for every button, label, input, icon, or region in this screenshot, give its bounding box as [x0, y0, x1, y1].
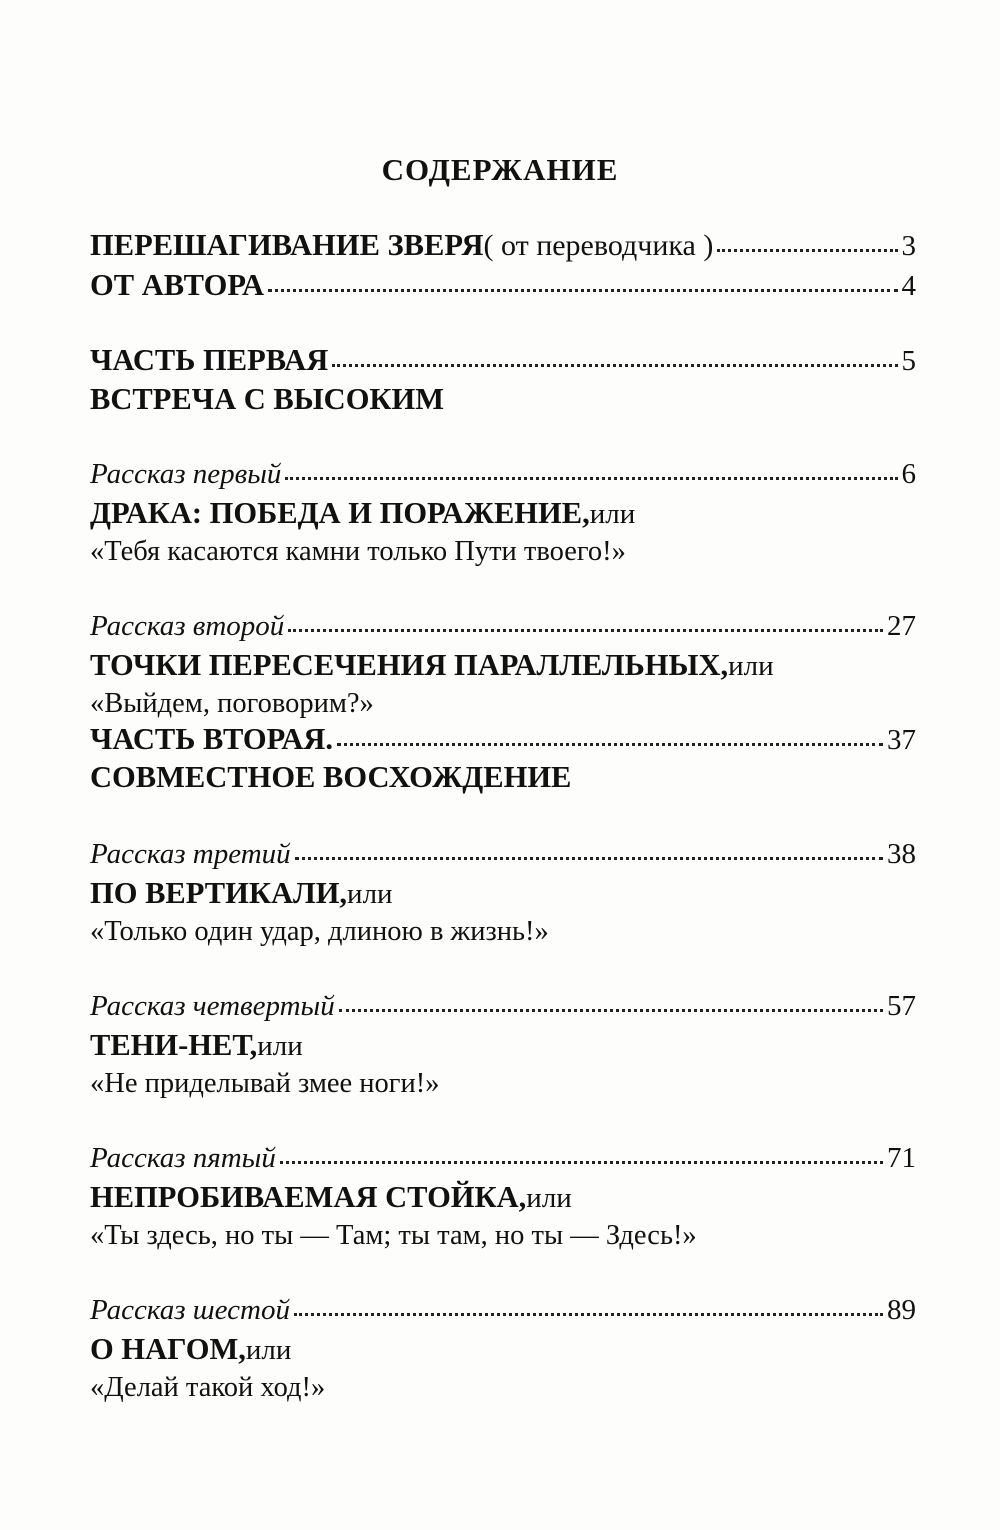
story-label: Рассказ шестой: [90, 1294, 290, 1326]
page-title: СОДЕРЖАНИЕ: [381, 152, 619, 187]
toc-entry-part-two[interactable]: [90, 722, 916, 762]
toc-entry-story-3[interactable]: [90, 838, 916, 878]
story-quote-text: «Только один удар, длиною в жизнь!»: [90, 916, 549, 947]
toc-entry-translator[interactable]: [90, 228, 916, 268]
story-quote-text: «Не приделывай змее ноги!»: [90, 1068, 440, 1099]
story-heading: [90, 648, 916, 688]
page-number: 38: [887, 838, 916, 870]
page-number: 37: [887, 724, 916, 756]
toc-entry-story-6[interactable]: [90, 1294, 916, 1334]
toc-entry-story-2[interactable]: [90, 610, 916, 650]
story-quote: [90, 536, 916, 576]
part-subtitle: [90, 382, 916, 422]
page-number: 4: [901, 270, 916, 302]
dot-leader: [268, 288, 897, 292]
story-title: ТОЧКИ ПЕРЕСЕЧЕНИЯ ПАРАЛЛЕЛЬНЫХ,: [90, 648, 729, 682]
part-subtitle-text: СОВМЕСТНОЕ ВОСХОЖДЕНИЕ: [90, 760, 572, 794]
toc-entry-title: ЧАСТЬ ПЕРВАЯ: [90, 343, 329, 377]
story-quote: [90, 1220, 916, 1260]
story-heading: [90, 1028, 916, 1068]
story-ili: или: [526, 1182, 572, 1214]
toc-entry-author[interactable]: [90, 268, 916, 308]
story-title: ДРАКА: ПОБЕДА И ПОРАЖЕНИЕ,: [90, 496, 590, 530]
page-number: 5: [901, 345, 916, 377]
story-heading: [90, 876, 916, 916]
story-label: Рассказ пятый: [90, 1142, 276, 1174]
story-title: ПО ВЕРТИКАЛИ,: [90, 876, 348, 910]
story-ili: или: [257, 1030, 303, 1062]
toc-entry-note: ( от переводчика ): [483, 229, 714, 262]
dot-leader: [280, 1160, 883, 1164]
dot-leader: [337, 742, 883, 746]
story-heading: [90, 496, 916, 536]
story-quote-text: «Ты здесь, но ты — Там; ты там, но ты — Здесь!»: [90, 1220, 697, 1251]
toc-entry-title: ПЕРЕШАГИВАНИЕ ЗВЕРЯ: [90, 228, 484, 262]
toc-entry-part-one[interactable]: [90, 343, 916, 383]
story-ili: или: [728, 650, 774, 682]
toc-entry-story-4[interactable]: [90, 990, 916, 1030]
story-label: Рассказ четвертый: [90, 990, 335, 1022]
dot-leader: [717, 248, 897, 252]
page-number: 71: [887, 1142, 916, 1174]
page-number: 89: [887, 1294, 916, 1326]
page-number: 6: [901, 458, 916, 490]
dot-leader: [288, 628, 883, 632]
toc-entry-title: ОТ АВТОРА: [90, 268, 265, 302]
dot-leader: [339, 1008, 883, 1012]
story-quote: [90, 1372, 916, 1412]
story-heading: [90, 1332, 916, 1372]
dot-leader: [295, 856, 883, 860]
part-subtitle: [90, 760, 916, 800]
story-title: НЕПРОБИВАЕМАЯ СТОЙКА,: [90, 1180, 527, 1214]
story-title: ТЕНИ-НЕТ,: [90, 1028, 258, 1062]
part-subtitle-text: ВСТРЕЧА С ВЫСОКИМ: [90, 382, 445, 416]
dot-leader: [332, 363, 897, 367]
story-quote-text: «Делай такой ход!»: [90, 1372, 326, 1403]
page-number: 27: [887, 610, 916, 642]
story-label: Рассказ второй: [90, 610, 285, 642]
story-quote: [90, 1068, 916, 1108]
story-ili: или: [245, 1334, 292, 1366]
dot-leader: [294, 1312, 883, 1316]
story-ili: или: [347, 878, 393, 910]
story-ili: или: [589, 498, 636, 530]
page-number: 3: [901, 230, 916, 262]
story-label: Рассказ первый: [90, 458, 282, 490]
toc-entry-title: ЧАСТЬ ВТОРАЯ.: [90, 722, 334, 756]
toc-entry-story-5[interactable]: [90, 1142, 916, 1182]
story-quote: [90, 916, 916, 956]
story-quote-text: «Тебя касаются камни только Пути твоего!»: [90, 536, 626, 567]
story-heading: [90, 1180, 916, 1220]
page-number: 57: [887, 990, 916, 1022]
dot-leader: [285, 476, 897, 480]
story-quote-text: «Выйдем, поговорим?»: [90, 688, 374, 719]
story-label: Рассказ третий: [90, 838, 291, 870]
story-title: О НАГОМ,: [90, 1332, 246, 1366]
toc-entry-story-1[interactable]: [90, 458, 916, 498]
